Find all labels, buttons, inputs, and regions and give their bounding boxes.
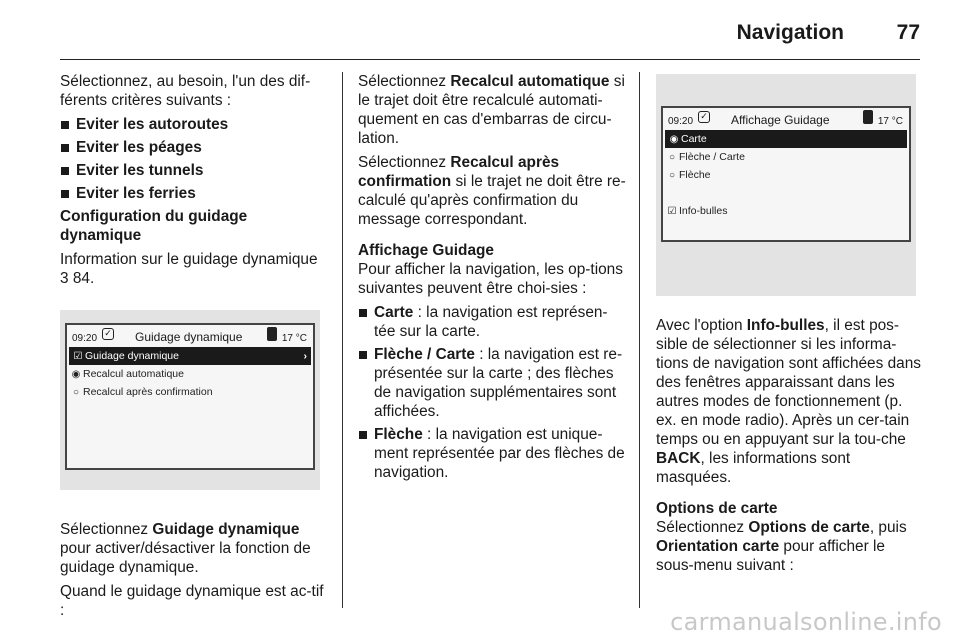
checkbox-icon: ☑ (667, 206, 677, 217)
section-heading: Options de carte (656, 500, 778, 517)
when-active-paragraph: Quand le guidage dynamique est ac-tif : (60, 583, 324, 619)
menu-item-carte[interactable]: ◉ Carte (665, 130, 907, 148)
display-options-list (358, 303, 626, 482)
info-bulles-paragraph: Avec l'option Info-bulles, il est pos-sible de sélectionner si les informa-tions de navigation sont affichées dans des fenêtres apparaissant dans les autres modes de fonctionnement (p. ex. en mode radio). Après un cer-tain temps ou en appuyant sur la tou-che BACK, les informations sont masquées. (656, 317, 921, 486)
intro-text: Sélectionnez, au besoin, l'un des dif-férents critères suivants : (60, 73, 311, 109)
recalcul-confirm-paragraph: Sélectionnez Recalcul après confirmation si le trajet ne doit être re-calculé qu'après confirmation du message correspondant. (358, 154, 626, 228)
check-icon: ✓ (698, 111, 710, 123)
thermometer-icon (267, 327, 277, 341)
list-item: Carte : la navigation est représen-tée sur la carte. (358, 303, 626, 341)
map-options-paragraph: Sélectionnez Options de carte, puis Orientation carte pour afficher le sous-menu suivant : (656, 519, 907, 574)
display-options-paragraph: Pour afficher la navigation, les op-tions suivantes peuvent être choi-sies : (358, 261, 623, 297)
column-2 (358, 72, 626, 486)
watermark: carmanualsonline.info (670, 608, 942, 636)
page-title: Navigation (736, 21, 844, 44)
check-icon: ✓ (102, 328, 114, 340)
page-header (60, 14, 920, 60)
screen-clock: 09:20 (668, 116, 694, 127)
thermometer-icon (863, 110, 873, 124)
screen-temperature: 17 °C (877, 116, 903, 127)
bullet-icon (61, 121, 69, 129)
screen-status-bar (663, 108, 909, 128)
select-guidage-paragraph: Sélectionnez Guidage dynamique pour activer/désactiver la fonction de guidage dynamique. (60, 521, 311, 576)
list-item: Flèche / Carte : la navigation est re-présentée sur la carte ; des flèches de navigation supplémentaires sont affichées. (358, 345, 626, 421)
column-3 (656, 72, 924, 580)
menu-item-info-bulles[interactable]: ☑ Info-bulles (663, 202, 909, 220)
display-screen (65, 323, 315, 470)
page-reference[interactable]: 84. (72, 270, 95, 287)
list-item: Eviter les tunnels (60, 161, 328, 180)
column-divider (639, 72, 640, 608)
bullet-icon (359, 309, 367, 317)
column-1 (60, 72, 328, 625)
screen-title: Guidage dynamique (135, 330, 243, 344)
list-item: Eviter les autoroutes (60, 115, 328, 134)
radio-empty-icon: ○ (72, 387, 80, 398)
radio-empty-icon: ○ (668, 152, 676, 163)
screen-clock: 09:20 (72, 333, 98, 344)
radio-empty-icon: ○ (668, 170, 676, 181)
column-divider (342, 72, 343, 608)
section-heading: Configuration du guidage dynamique (60, 208, 248, 244)
bullet-icon (359, 351, 367, 359)
avoid-criteria-list (60, 115, 328, 203)
display-screen (661, 106, 911, 242)
chevron-right-icon: › (303, 350, 307, 362)
menu-item-recalcul-confirmation[interactable]: ○ Recalcul après confirmation (67, 383, 313, 401)
menu-item-fleche[interactable]: ○ Flèche (663, 166, 909, 184)
screenshot-affichage-guidage (656, 74, 916, 296)
menu-item-guidage-dynamique[interactable]: ☑ Guidage dynamique › (69, 347, 311, 365)
list-item: Flèche : la navigation est unique-ment représentée par des flèches de navigation. (358, 425, 626, 482)
menu-item-recalcul-automatique[interactable]: ◉ Recalcul automatique (67, 365, 313, 383)
info-paragraph: Information sur le guidage dynamique 3 84. (60, 251, 318, 287)
list-item: Eviter les ferries (60, 184, 328, 203)
screenshot-guidage-dynamique (60, 310, 320, 490)
radio-selected-icon: ◉ (71, 369, 81, 380)
bullet-icon (359, 431, 367, 439)
screen-temperature: 17 °C (281, 333, 307, 344)
reference-arrow-icon: 3 (60, 270, 69, 287)
section-heading: Affichage Guidage (358, 242, 494, 259)
recalcul-auto-paragraph: Sélectionnez Recalcul automatique si le trajet doit être recalculé automati-quement en cas d'embarras de circu-lation. (358, 73, 625, 147)
screen-status-bar (67, 325, 313, 345)
bullet-icon (61, 167, 69, 175)
screen-title: Affichage Guidage (731, 113, 830, 127)
checkbox-icon: ☑ (73, 351, 83, 362)
radio-selected-icon: ◉ (669, 134, 679, 145)
bullet-icon (61, 144, 69, 152)
list-item: Eviter les péages (60, 138, 328, 157)
menu-item-fleche-carte[interactable]: ○ Flèche / Carte (663, 148, 909, 166)
page-number: 77 (896, 21, 920, 44)
bullet-icon (61, 190, 69, 198)
